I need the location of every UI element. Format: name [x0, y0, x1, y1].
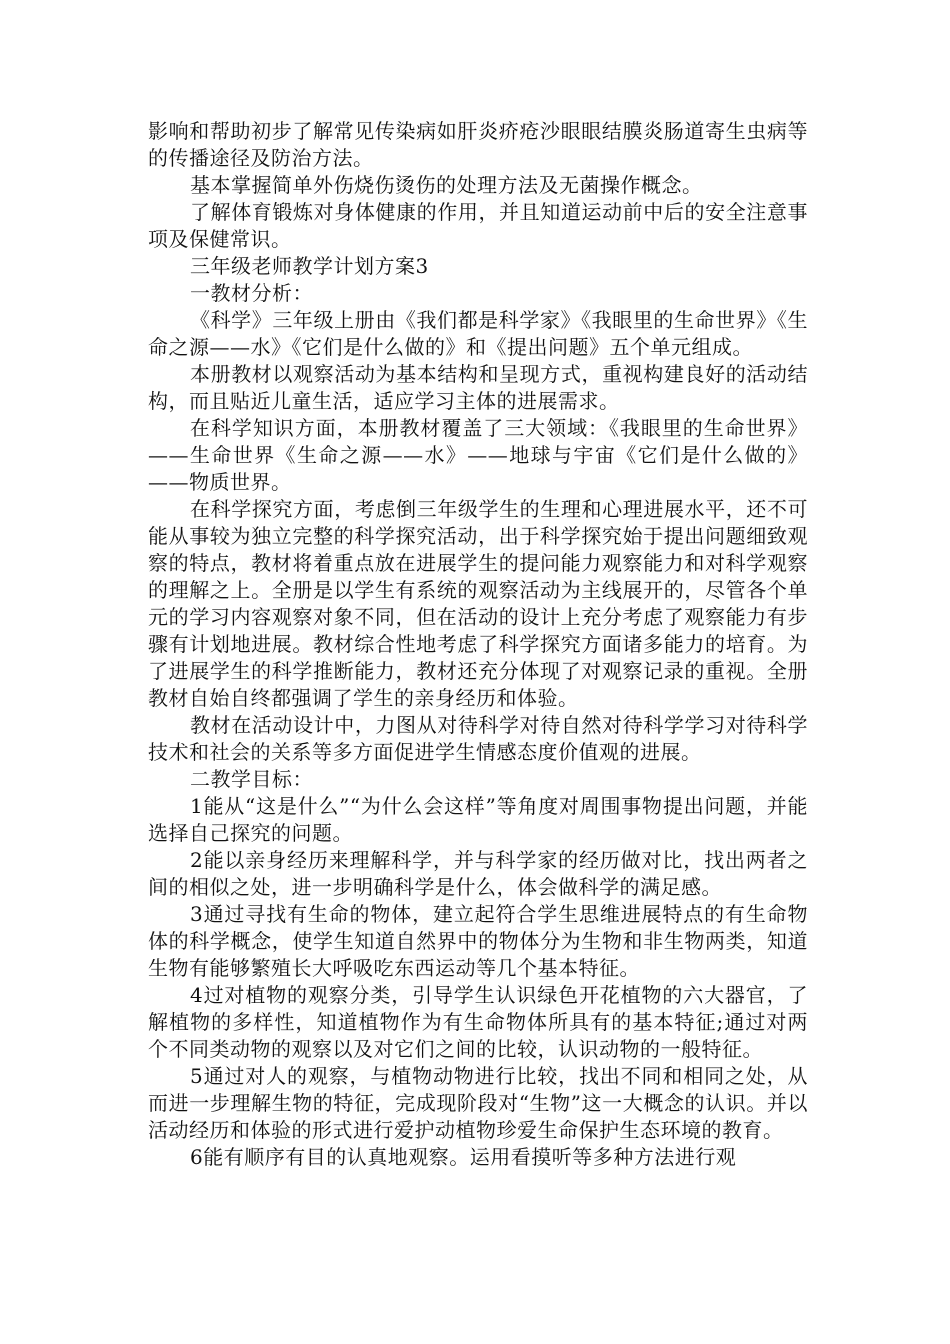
- list-item: 3通过寻找有生命的物体，建立起符合学生思维进展特点的有生命物体的科学概念，使学生知道自然界中的物体分为生物和非生物两类，知道生物有能够繁殖长大呼吸吃东西运动等几个基本特征。: [148, 902, 808, 980]
- paragraph: 在科学知识方面，本册教材覆盖了三大领域：《我眼里的生命世界》——生命世界《生命之源——水》——地球与宇宙《它们是什么做的》——物质世界。: [148, 416, 808, 494]
- paragraph: 影响和帮助初步了解常见传染病如肝炎疥疮沙眼眼结膜炎肠道寄生虫病等的传播途径及防治方法。: [148, 119, 808, 170]
- list-item: 2能以亲身经历来理解科学，并与科学家的经历做对比，找出两者之间的相似之处，进一步明确科学是什么，体会做科学的满足感。: [148, 848, 808, 899]
- paragraph: 在科学探究方面，考虑倒三年级学生的生理和心理进展水平，还不可能从事较为独立完整的科学探究活动，出于科学探究始于提出问题细致观察的特点，教材将着重点放在进展学生的提问能力观察能力和对科学观察的理解之上。全册是以学生有系统的观察活动为主线展开的，尽管各个单元的学习内容观察对象不同，但在活动的设计上充分考虑了观察能力有步骤有计划地进展。教材综合性地考虑了科学探究方面诸多能力的培育。为了进展学生的科学推断能力，教材还充分体现了对观察记录的重视。全册教材自始自终都强调了学生的亲身经历和体验。: [148, 497, 808, 710]
- paragraph: 教材在活动设计中，力图从对待科学对待自然对待科学学习对待科学技术和社会的关系等多方面促进学生情感态度价值观的进展。: [148, 713, 808, 764]
- paragraph: 基本掌握简单外伤烧伤烫伤的处理方法及无菌操作概念。: [190, 173, 703, 197]
- paragraph: 本册教材以观察活动为基本结构和呈现方式，重视构建良好的活动结构，而且贴近儿童生活，适应学习主体的进展需求。: [148, 362, 808, 413]
- list-item: 1能从“这是什么”“为什么会这样”等角度对周围事物提出问题，并能选择自己探究的问题。: [148, 794, 808, 845]
- list-item: 5通过对人的观察，与植物动物进行比较，找出不同和相同之处，从而进一步理解生物的特征，完成现阶段对“生物”这一大概念的认识。并以活动经历和体验的形式进行爱护动植物珍爱生命保护生态环境的教育。: [148, 1064, 808, 1142]
- document-body: [148, 118, 808, 1171]
- list-item: 4过对植物的观察分类，引导学生认识绿色开花植物的六大器官，了解植物的多样性，知道植物作为有生命物体所具有的基本特征;通过对两个不同类动物的观察以及对它们之间的比较，认识动物的一般特征。: [148, 983, 808, 1061]
- section-heading: 一教材分析：: [190, 281, 313, 305]
- list-item: 6能有顺序有目的认真地观察。运用看摸听等多种方法进行观: [190, 1145, 737, 1169]
- section-heading: 二教学目标：: [190, 767, 313, 791]
- paragraph: 《科学》三年级上册由《我们都是科学家》《我眼里的生命世界》《生命之源——水》《它们是什么做的》和《提出问题》五个单元组成。: [148, 308, 808, 359]
- section-title: 三年级老师教学计划方案3: [190, 254, 429, 278]
- paragraph: 了解体育锻炼对身体健康的作用，并且知道运动前中后的安全注意事项及保健常识。: [148, 200, 808, 251]
